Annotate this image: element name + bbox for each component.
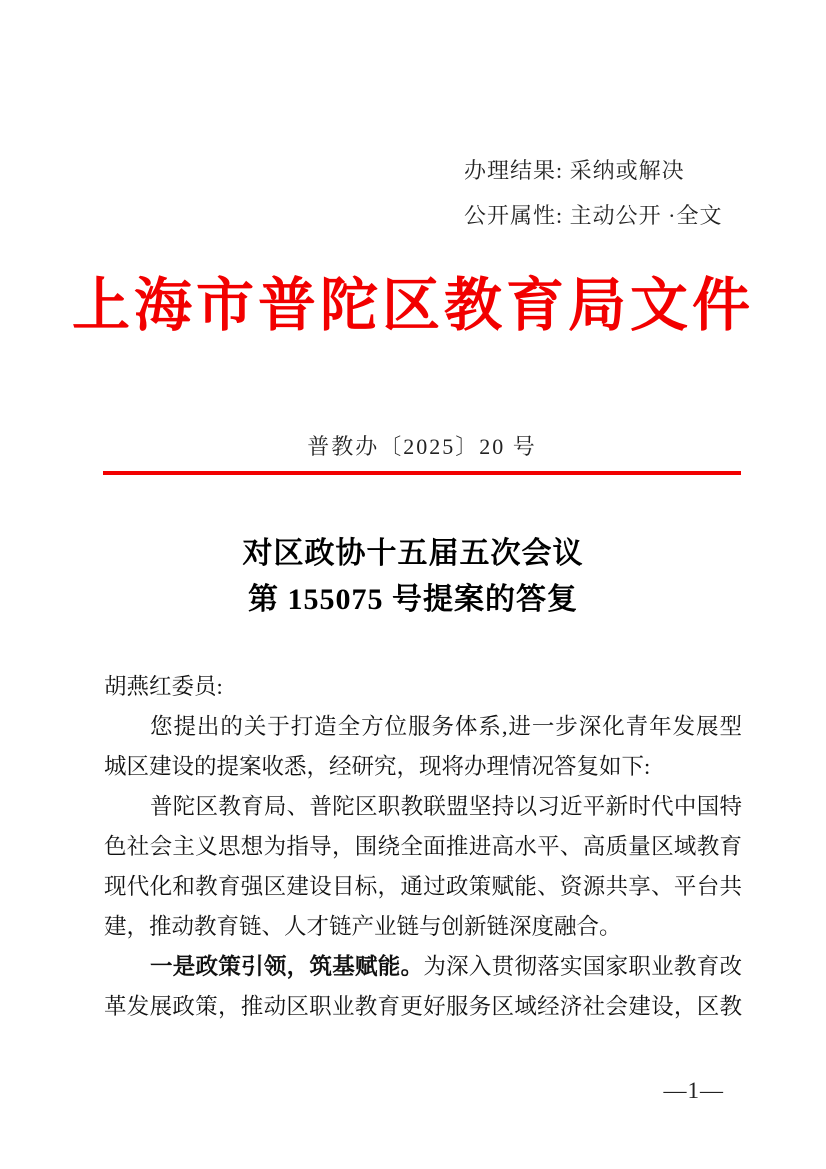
paragraph-1-line-1: 您提出的关于打造全方位服务体系,进一步深化青年发展型 [150, 714, 742, 739]
paragraph-3-line-2: 革发展政策，推动区职业教育更好服务区域经济社会建设，区教 [104, 994, 742, 1019]
document-number: 普教办〔2025〕20 号 [307, 434, 537, 459]
paragraph-3-lead-rest: 为深入贯彻落实国家职业教育改 [423, 954, 742, 979]
paragraph-1-line-2: 城区建设的提案收悉，经研究，现将办理情况答复如下: [104, 754, 651, 779]
paragraph-2-line-3: 现代化和教育强区建设目标，通过政策赋能、资源共享、平台共 [104, 874, 742, 899]
salutation: 胡燕红委员: [104, 674, 223, 699]
agency-banner-title: 上海市普陀区教育局文件 [71, 273, 754, 338]
page-number: —1— [663, 1078, 724, 1103]
paragraph-2-line-2: 色社会主义思想为指导，围绕全面推进高水平、高质量区域教育 [104, 834, 742, 859]
document-title-line-2: 第 155075 号提案的答复 [248, 583, 578, 616]
paragraph-2-line-4: 建，推动教育链、人才链产业链与创新链深度融合。 [104, 914, 622, 939]
document-body [104, 667, 742, 1027]
header-meta [464, 148, 722, 238]
paragraph-3-line-1 [104, 947, 742, 987]
document-title-line-1: 对区政协十五届五次会议 [242, 537, 584, 570]
paragraph-2-line-1: 普陀区教育局、普陀区职教联盟坚持以习近平新时代中国特 [150, 794, 742, 819]
handling-result-line: 办理结果: 采纳或解决 [464, 158, 685, 183]
disclosure-attribute-line: 公开属性: 主动公开 ·全文 [464, 203, 723, 228]
red-divider-line [103, 471, 741, 475]
document-title [94, 531, 732, 623]
paragraph-3-bold-lead: 一是政策引领，筑基赋能。 [150, 954, 424, 979]
